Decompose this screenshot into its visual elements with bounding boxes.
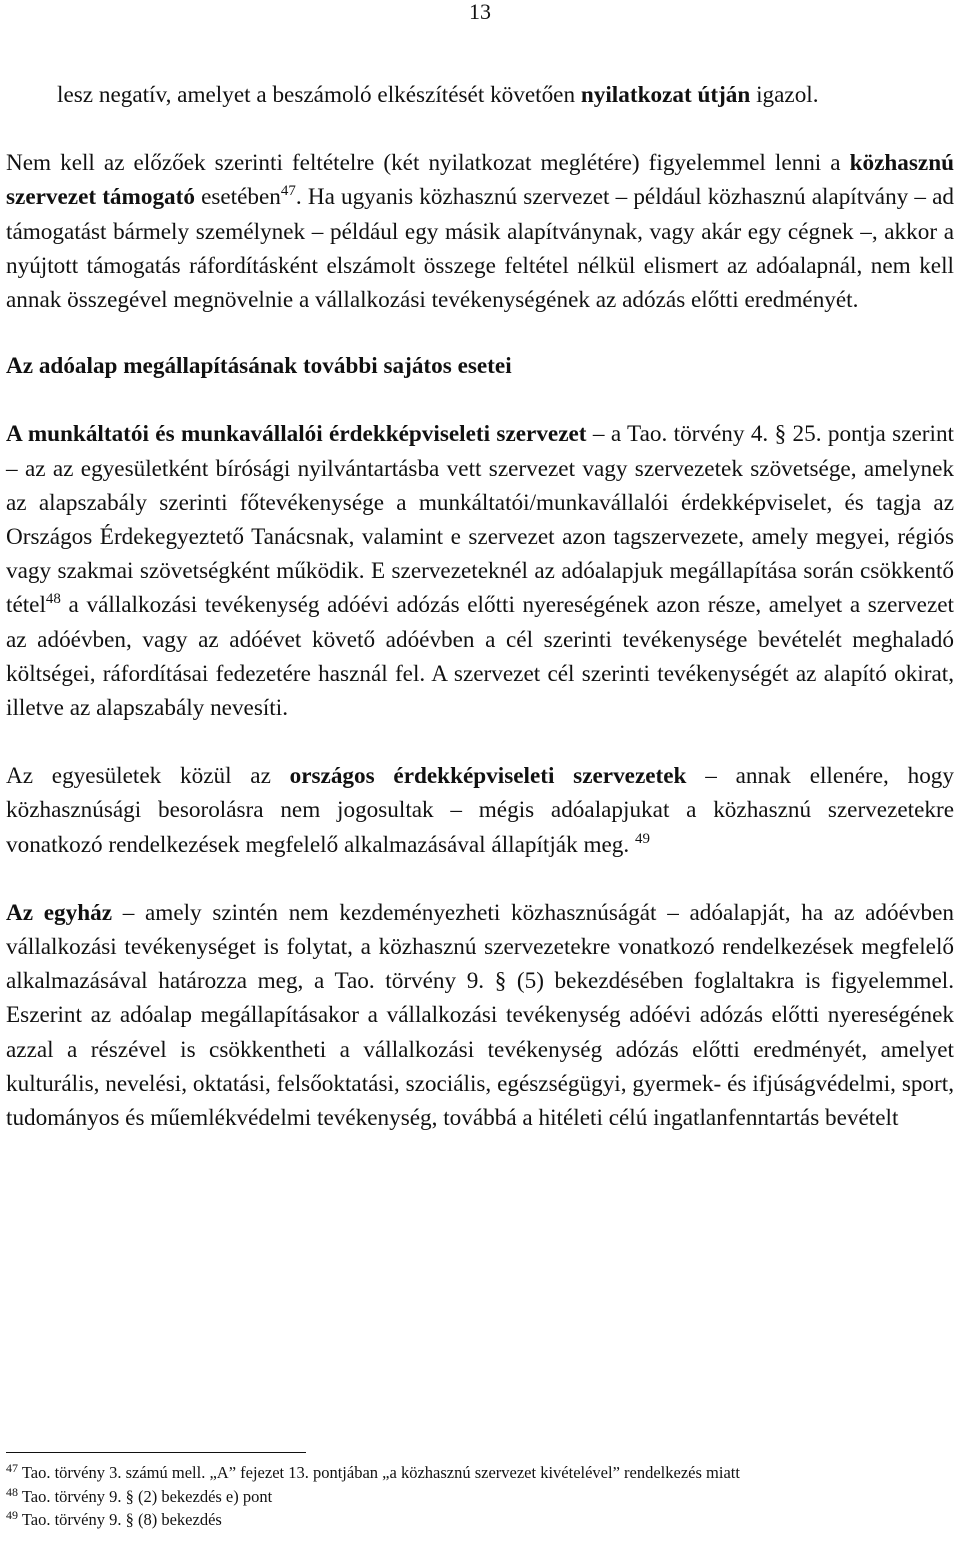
footnote-ref-48[interactable]: 48 (45, 591, 61, 608)
paragraph-2-bold: közhasznú szervezet támogató (6, 150, 954, 211)
footnote-ref-49[interactable]: 49 (635, 830, 650, 847)
paragraph-4-bold: országos érdekképviseleti szervezetek (289, 763, 687, 790)
footnote-49 (6, 1508, 954, 1532)
footnote-number: 47 (6, 1461, 18, 1475)
footnote-48 (6, 1485, 954, 1509)
paragraph-5-bold: Az egyház (6, 899, 112, 926)
paragraph-1 (6, 78, 954, 112)
paragraph-3-text: – a Tao. törvény 4. § 25. pontja szerint – az az egyesületként bírósági nyilvántartásba vett szervezet vagy szervezetek szövetsége, amelynek az alapszabály szerinti főtevékenysége a munkáltatói/munkavállalói érdekképviselet, és tagja az Országos Érdekegyeztető Tanácsnak, valamint e szervezet azon tagszervezete, amely megyei, régiós vagy szakmai szövetségként működik. E szervezeteknél az adóalapjuk megállapítása során csökkentő tétel (6, 421, 954, 619)
paragraph-2 (6, 146, 954, 317)
paragraph-4 (6, 759, 954, 862)
paragraph-5 (6, 896, 954, 1135)
footnotes (6, 1452, 954, 1532)
paragraph-4-text-end: – annak ellenére, hogy közhasznúsági besorolásra nem jogosultak – mégis adóalapjukat a közhasznú szervezetekre vonatkozó rendelkezések megfelelő alkalmazásával állapítják meg. (6, 763, 954, 858)
paragraph-1-text: lesz negatív, amelyet a beszámoló elkészítését követően (57, 82, 581, 108)
paragraph-3-text-end: a vállalkozási tevékenység adóévi adózás előtti nyereségének azon része, amelyet a szervezet az adóévben, vagy az adóévet követő adóévben a cél szerinti tevékenysége bevételét meghaladó költségei, ráfordításai fedezetére használ fel. A szervezet cél szerinti tevékenységét az alapító okirat, illetve az alapszabály nevesíti. (6, 592, 954, 722)
footnote-text: Tao. törvény 3. számú mell. „A” fejezet 13. pontjában „a közhasznú szervezet kivételével” rendelkezés miatt (18, 1463, 740, 1482)
footnote-number: 49 (6, 1508, 18, 1522)
paragraph-5-text: – amely szintén nem kezdeményezheti közhasznúságát – adóalapját, ha az adóévben vállalkozási tevékenységet is folytat, a közhasznú szervezetekre vonatkozó rendelkezések megfelelő alkalmazásával határozza meg, a Tao. törvény 9. § (5) bekezdésében foglaltakra is figyelemmel. Eszerint az adóalap megállapításakor a vállalkozási tevékenység adóévi adózás előtti nyereségének azzal a részével is csökkentheti a vállalkozási tevékenység adózás előtti eredményét, amelyet kulturális, nevelési, oktatási, felsőoktatási, szociális, egészségügyi, gyermek- és ifjúságvédelmi, sport, tudományos és műemlékvédelmi tevékenység, továbbá a hitéleti célú ingatlanfenntartás bevételt (6, 899, 954, 1132)
paragraph-2-text: Nem kell az előzőek szerinti feltételre (két nyilatkozat meglétére) figyelemmel lenni a (6, 150, 850, 177)
footnote-ref-47[interactable]: 47 (280, 183, 296, 200)
paragraph-3-bold: A munkáltatói és munkavállalói érdekképviseleti szervezet (6, 421, 587, 448)
paragraph-3 (6, 417, 954, 725)
footnote-number: 48 (6, 1484, 18, 1499)
paragraph-1-bold: nyilatkozat útján (580, 82, 751, 108)
body-text (6, 78, 954, 1135)
paragraph-2-text-end: . Ha ugyanis közhasznú szervezet – például közhasznú alapítvány – ad támogatást bármely személynek – például egy másik alapítványnak, vagy akár egy cégnek –, akkor a nyújtott támogatás ráfordításként elszámolt összege feltétel nélkül elismert az adóalapnál, nem kell annak összegével megnövelnie a vállalkozási tevékenységének az adózás előtti eredményét. (6, 184, 954, 314)
section-heading: Az adóalap megállapításának további sajátos esetei (6, 353, 512, 380)
paragraph-2-text-mid: esetében (194, 184, 281, 211)
footnote-47 (6, 1461, 954, 1485)
footnote-text: Tao. törvény 9. § (2) bekezdés e) pont (18, 1486, 273, 1506)
page-number: 13 (469, 0, 491, 24)
footnote-text: Tao. törvény 9. § (8) bekezdés (18, 1510, 222, 1529)
paragraph-1-text-end: igazol. (750, 82, 819, 108)
paragraph-4-text: Az egyesületek közül az (6, 763, 290, 790)
footnote-divider (6, 1452, 306, 1453)
